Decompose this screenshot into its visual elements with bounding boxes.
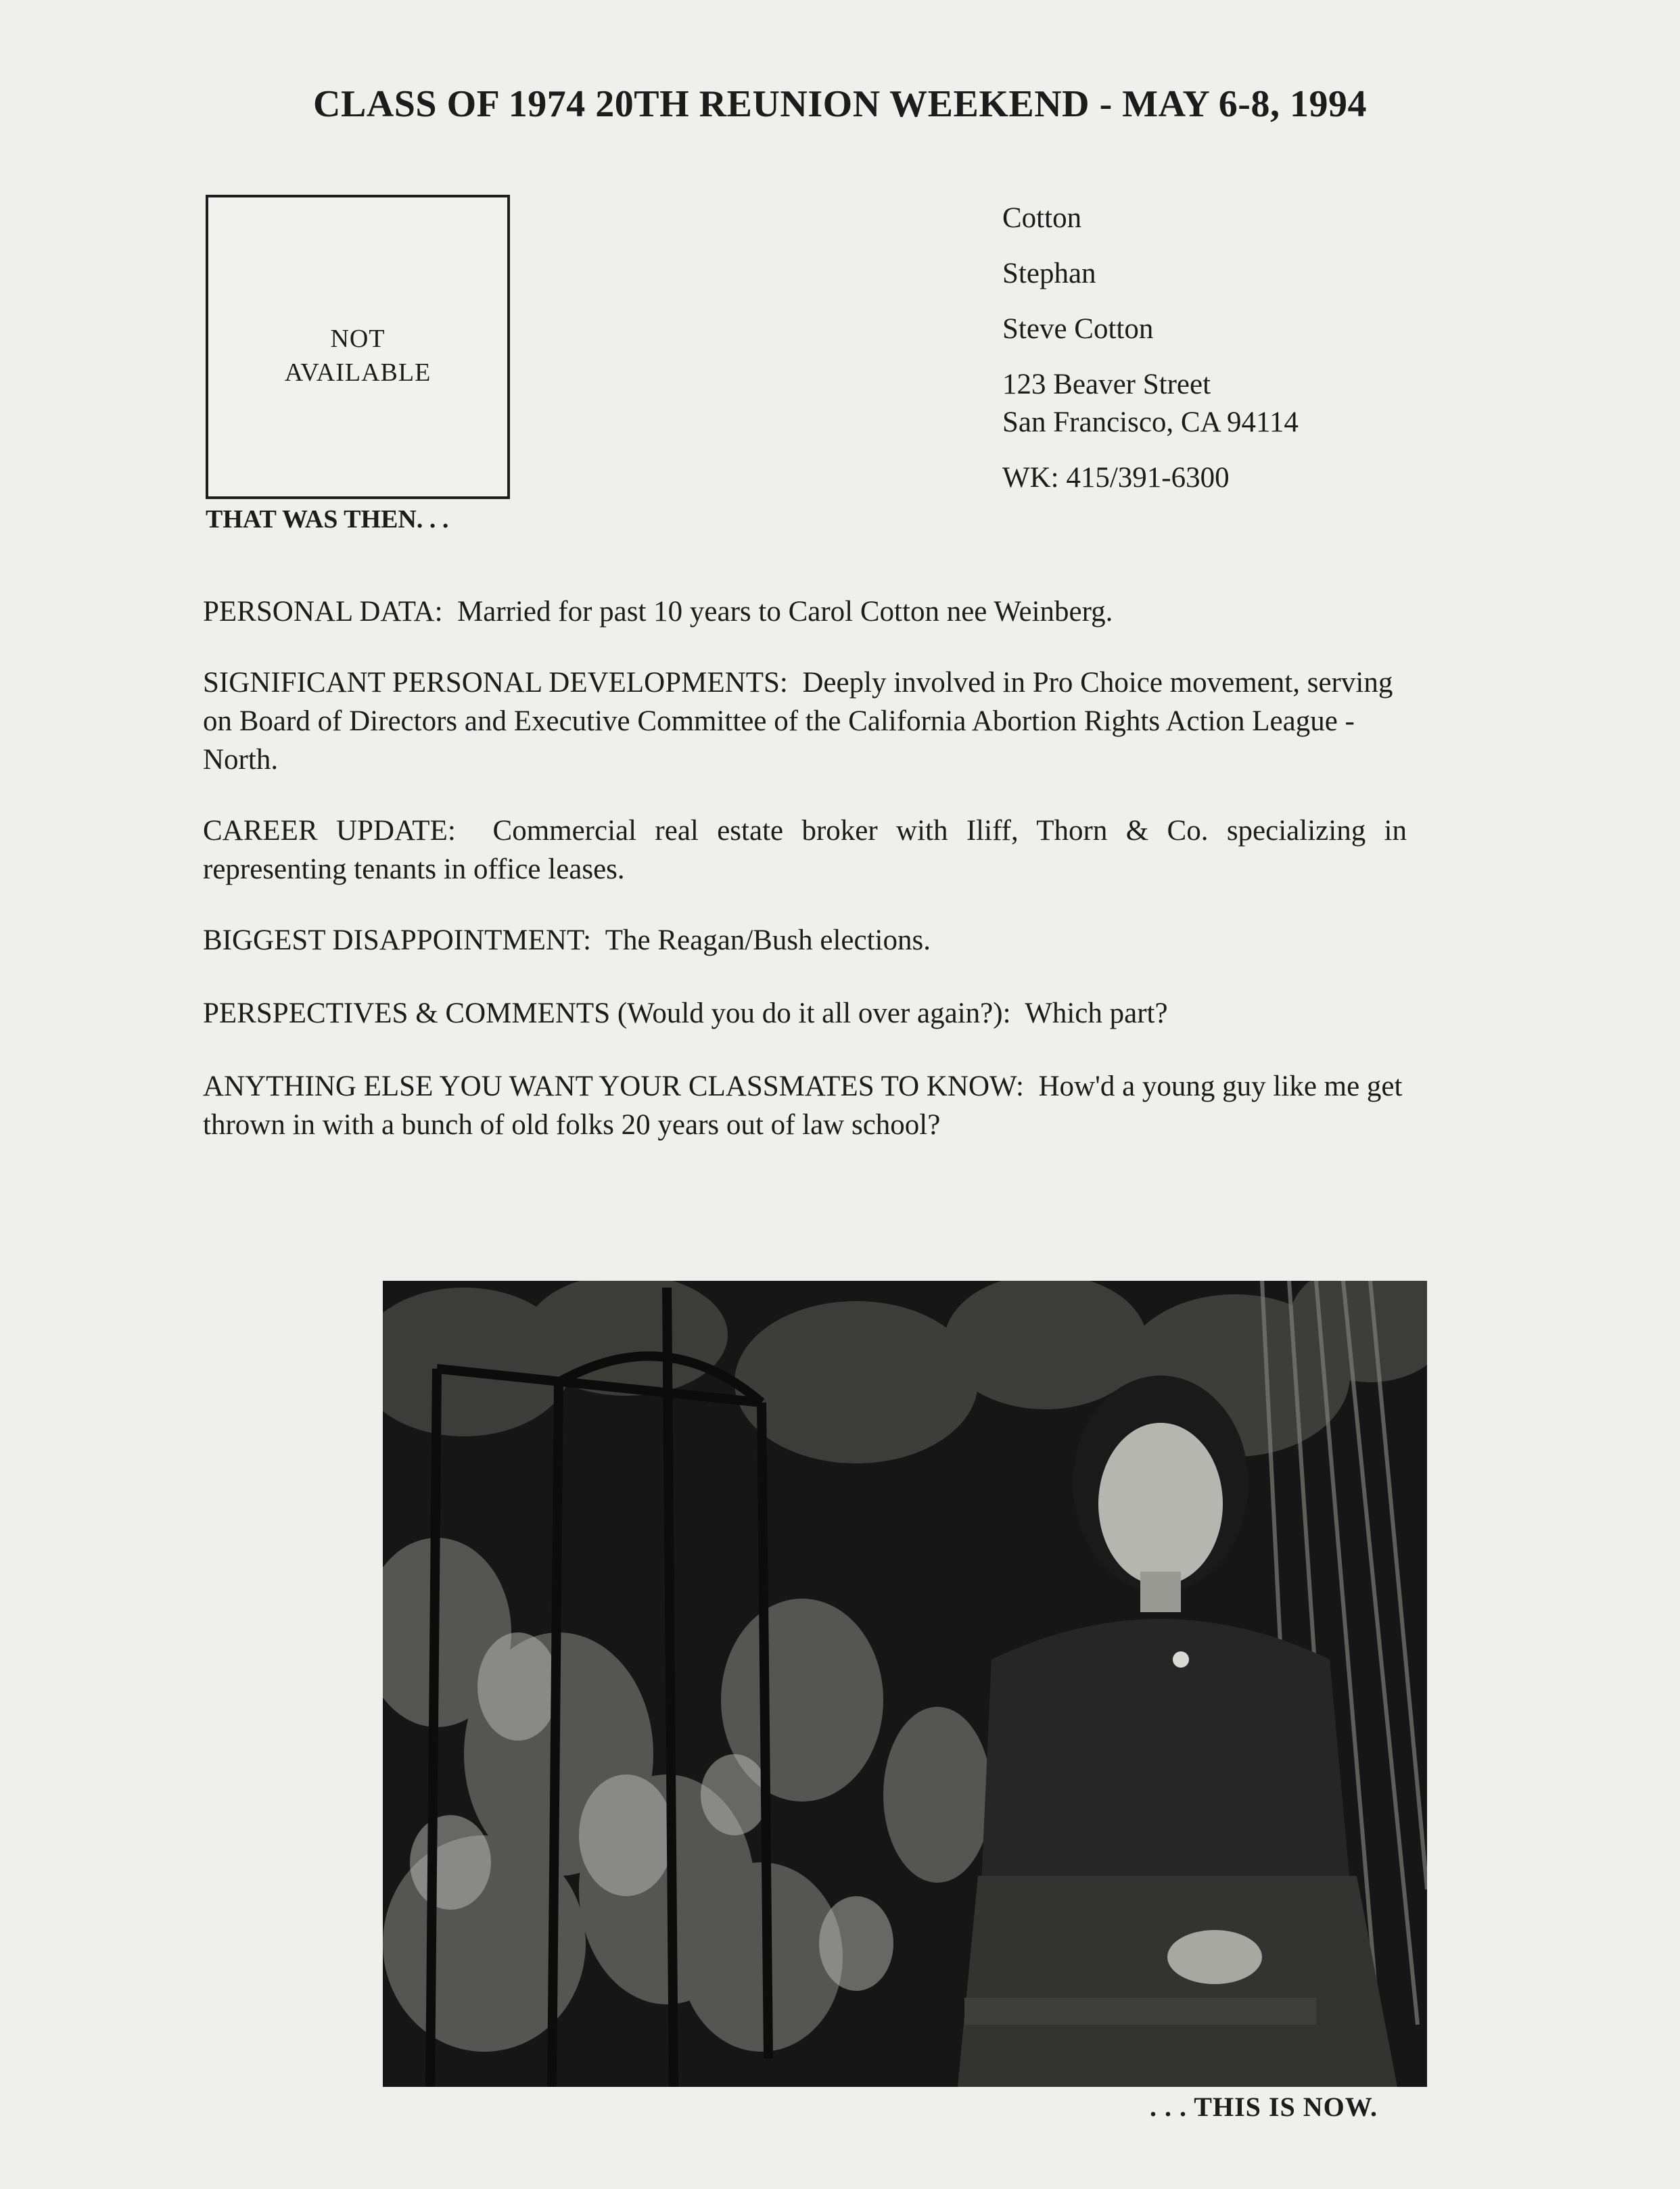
now-photo <box>383 1281 1427 2087</box>
else-text: How'd a young guy like me get thrown in with a bunch of old folks 20 years out of law school? <box>203 1070 1403 1141</box>
disappointment-label: BIGGEST DISAPPOINTMENT: <box>203 924 592 956</box>
career-update <box>203 811 1407 889</box>
page-title: CLASS OF 1974 20TH REUNION WEEKEND - MAY 6-8, 1994 <box>313 83 1367 125</box>
first-name-value: Stephan <box>1002 258 1096 289</box>
career-label: CAREER UPDATE: <box>203 815 456 847</box>
placeholder-line-2: AVAILABLE <box>284 358 431 387</box>
personal-data-label: PERSONAL DATA: <box>203 596 443 628</box>
career-text: Commercial real estate broker with Iliff, Thorn & Co. specializing in representing tenants in office leases. <box>203 815 1407 885</box>
personal-data <box>203 592 1407 631</box>
then-photo-placeholder <box>206 195 510 499</box>
not-available-text <box>208 322 507 390</box>
perspectives-comments <box>203 994 1407 1033</box>
placeholder-line-1: NOT <box>330 325 386 353</box>
aka-value: Steve Cotton <box>1002 313 1154 345</box>
disappointment-text: The Reagan/Bush elections. <box>605 924 931 956</box>
biggest-disappointment <box>203 921 1407 960</box>
telephone-value: WK: 415/391-6300 <box>1002 462 1230 494</box>
address-line-2: San Francisco, CA 94114 <box>1002 406 1299 438</box>
developments-label: SIGNIFICANT PERSONAL DEVELOPMENTS: <box>203 667 788 699</box>
last-name-value: Cotton <box>1002 202 1082 234</box>
now-caption: . . . THIS IS NOW. <box>1150 2092 1378 2122</box>
significant-developments <box>203 663 1407 779</box>
perspectives-label: PERSPECTIVES & COMMENTS (Would you do it all over again?): <box>203 997 1011 1029</box>
personal-data-text: Married for past 10 years to Carol Cotton nee Weinberg. <box>457 596 1113 628</box>
portrait-photo-image <box>383 1281 1427 2087</box>
developments-text: Deeply involved in Pro Choice movement, serving on Board of Directors and Executive Committee of the California Abortion Rights Action League - North. <box>203 667 1393 776</box>
anything-else <box>203 1067 1407 1144</box>
perspectives-text: Which part? <box>1025 997 1168 1029</box>
else-label: ANYTHING ELSE YOU WANT YOUR CLASSMATES TO KNOW: <box>203 1070 1024 1102</box>
address-line-1: 123 Beaver Street <box>1002 369 1211 400</box>
then-caption: THAT WAS THEN. . . <box>206 505 449 534</box>
